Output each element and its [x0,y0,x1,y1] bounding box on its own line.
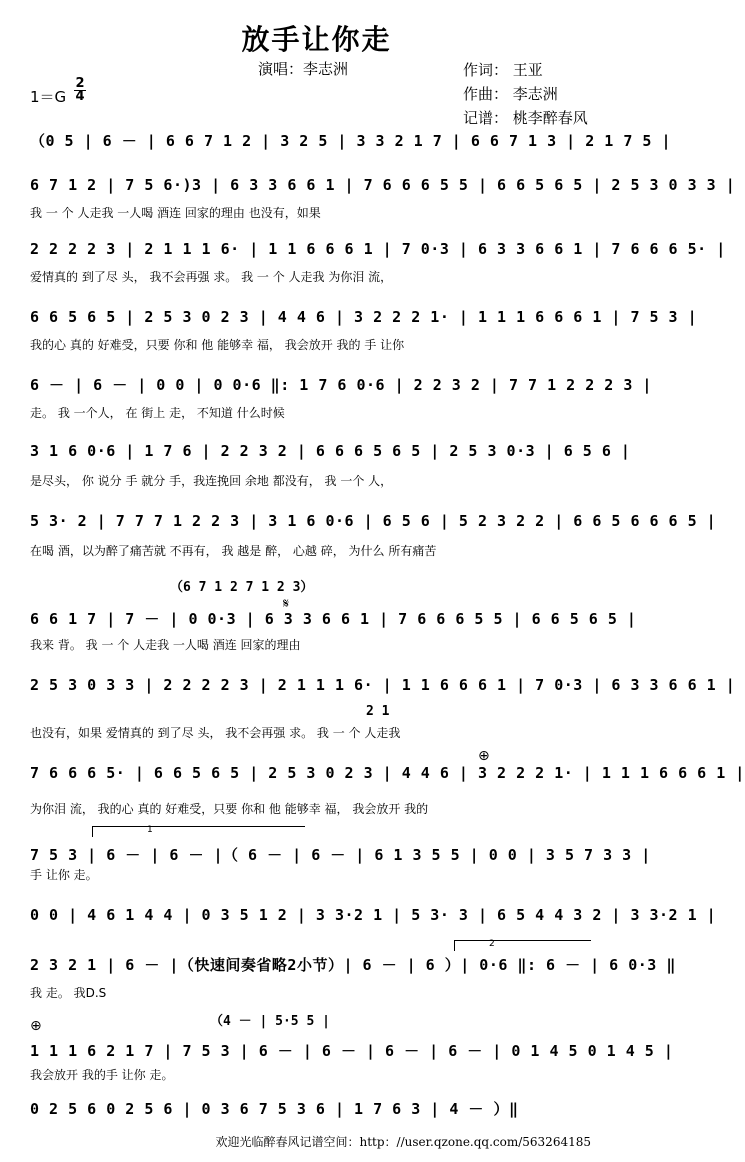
notation-line: 0 0 | 4 6 1 4 4 | 0 3 5 1 2 | 3 3·2 1 | 5 3· 3 | 6 5 4 4 3 2 | 3 3·2 1 | [30,906,717,924]
key-signature: 1＝G [30,88,67,106]
segno-icon: 𝄋 [283,596,290,612]
lyricist-credit: 作词： 王亚 [463,61,543,79]
lyric-line: 是尽头， 你 说分 手 就分 手，我连挽回 余地 都没有， 我 一个 人， [30,474,393,488]
notation-line: 6 － | 6 － | 0 0 | 0 0·6 ‖: 1 7 6 0·6 | 2 2 3 2 | 7 7 1 2 2 2 3 | [30,376,652,394]
lyric-line: 为你泪 流， 我的心 真的 好难受，只要 你和 他 能够幸 福， 我会放开 我的 [30,802,429,816]
coda-icon: ⊕ [30,1018,42,1034]
lyric-line: 我 一 个 人走我 一人喝 酒连 回家的理由 也没有，如果 [30,206,321,220]
lyric-line: 爱情真的 到了尽 头， 我不会再强 求。 我 一 个 人走我 为你泪 流， [30,270,393,284]
notation-line: 1 1 1 6 2 1 7 | 7 5 3 | 6 － | 6 － | 6 － | 6 － | 0 1 4 5 0 1 4 5 | [30,1042,674,1060]
singer-credit: 演唱：李志洲 [258,60,349,78]
notation-line: 5 3· 2 | 7 7 7 1 2 2 3 | 3 1 6 0·6 | 6 5 6 | 5 2 3 2 2 | 6 6 5 6 6 6 5 | [30,512,717,530]
meter-top: 2 [75,76,85,91]
lyric-line: 我 走。 我D.S [30,986,107,1000]
coda-top-notation: （4 － | 5·5 5 | [210,1014,330,1029]
volta-2-bracket [454,940,591,951]
transcriber-credit: 记谱： 桃李醉春风 [463,109,588,127]
volta-1-label: 1 [147,825,153,835]
lyric-line: 我会放开 我的手 让你 走。 [30,1068,174,1082]
interlude-notation: （6 7 1 2 7 1 2 3） [170,580,314,595]
volta-1-bracket [92,826,305,837]
coda-icon: ⊕ [478,748,490,764]
lyric-line: 在喝 酒，以为醉了痛苦就 不再有， 我 越是 醉， 心越 碎， 为什么 所有痛苦 [30,544,437,558]
notation-line: 6 7 1 2 | 7 5 6·)3 | 6 3 3 6 6 1 | 7 6 6 6 5 5 | 6 6 5 6 5 | 2 5 3 0 3 3 | [30,176,736,194]
time-signature [74,78,86,103]
notation-line: 2 5 3 0 3 3 | 2 2 2 2 3 | 2 1 1 1 6· | 1 1 6 6 6 1 | 7 0·3 | 6 3 3 6 6 1 | [30,676,736,694]
notation-line: 0 2 5 6 0 2 5 6 | 0 3 6 7 5 3 6 | 1 7 6 3 | 4 － ）‖ [30,1100,519,1118]
song-title: 放手让你走 [241,23,392,56]
notation-line: 6 6 5 6 5 | 2 5 3 0 2 3 | 4 4 6 | 3 2 2 2 1· | 1 1 1 6 6 6 1 | 7 5 3 | [30,308,698,326]
notation-line: 2 2 2 2 3 | 2 1 1 1 6· | 1 1 6 6 6 1 | 7 0·3 | 6 3 3 6 6 1 | 7 6 6 6 5· | [30,240,726,258]
lyric-line: 我来 背。 我 一 个 人走我 一人喝 酒连 回家的理由 [30,638,301,652]
footer-credit: 欢迎光临醉春风记谱空间：http：//user.qzone.qq.com/563264185 [215,1135,591,1149]
lyric-line: 手 让你 走。 [30,868,98,882]
lyric-line: 我的心 真的 好难受，只要 你和 他 能够幸 福， 我会放开 我的 手 让你 [30,338,405,352]
alternate-note: 2 1 [366,704,390,719]
meter-bottom: 4 [75,89,85,104]
lyric-line: 也没有，如果 爱情真的 到了尽 头， 我不会再强 求。 我 一 个 人走我 [30,726,401,740]
notation-line: 7 6 6 6 5· | 6 6 5 6 5 | 2 5 3 0 2 3 | 4 4 6 | 3 2 2 2 1· | 1 1 1 6 6 6 1 | [30,764,745,782]
volta-2-label: 2 [489,939,495,949]
notation-line: 7 5 3 | 6 － | 6 － |（ 6 － | 6 － | 6 1 3 5 5 | 0 0 | 3 5 7 3 3 | [30,846,651,864]
credits-block [463,58,588,130]
lyric-line: 走。 我 一个人， 在 街上 走， 不知道 什么时候 [30,406,285,420]
notation-line: 3 1 6 0·6 | 1 7 6 | 2 2 3 2 | 6 6 6 5 6 5 | 2 5 3 0·3 | 6 5 6 | [30,442,631,460]
notation-line: 6 6 1 7 | 7 － | 0 0·3 | 6 3 3 6 6 1 | 7 6 6 6 5 5 | 6 6 5 6 5 | [30,610,637,628]
composer-credit: 作曲： 李志洲 [463,85,558,103]
notation-line: 2 3 2 1 | 6 － |（快速间奏省略2小节）| 6 － | 6 ）| 0·6 ‖: 6 － | 6 0·3 ‖ [30,956,676,974]
notation-line: （0 5 | 6 － | 6 6 7 1 2 | 3 2 5 | 3 3 2 1 7 | 6 6 7 1 3 | 2 1 7 5 | [30,132,671,150]
